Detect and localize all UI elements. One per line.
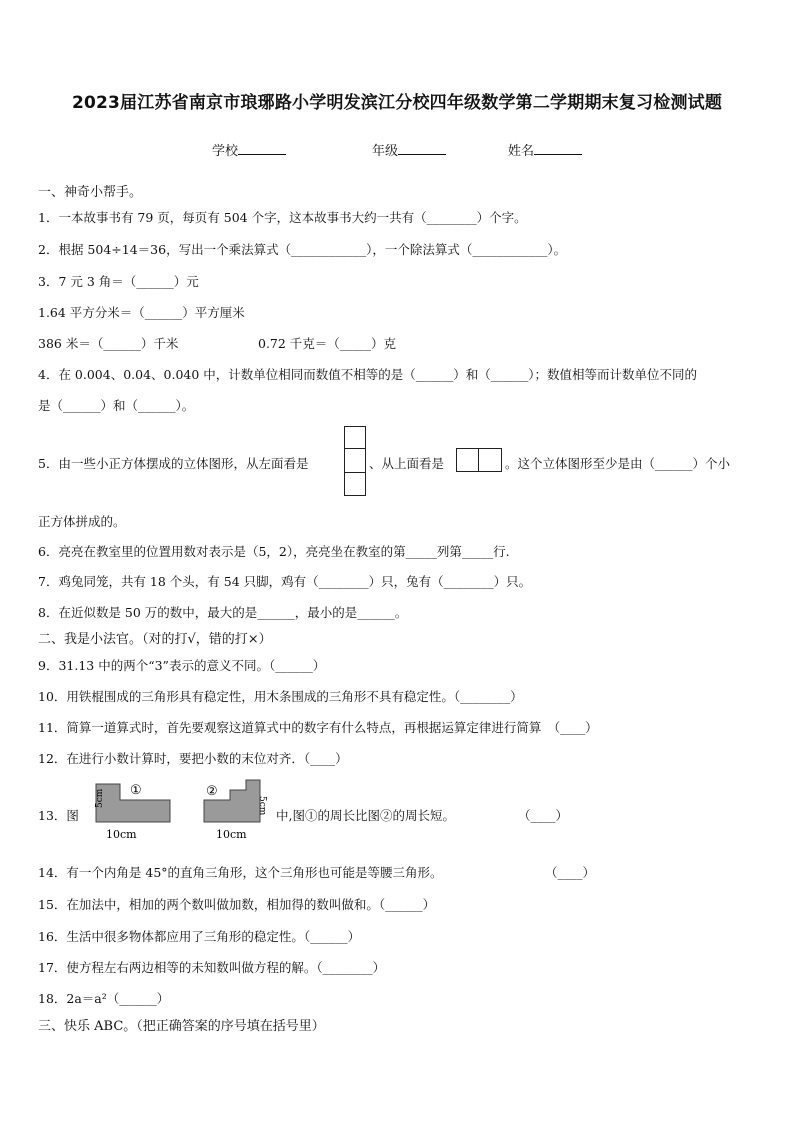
question-13-answer: （____）: [518, 808, 569, 823]
question-1: 1．一本故事书有 79 页，每页有 504 个字，这本故事书大约一共有（________）个字。: [38, 210, 527, 225]
question-3b: 1.64 平方分米＝（______）平方厘米: [38, 305, 245, 320]
figure-1-height-label: 5cm: [95, 788, 105, 808]
grade-field: [372, 140, 446, 159]
section3-heading: 三、快乐 ABC。（把正确答案的序号填在括号里）: [38, 1019, 325, 1034]
question-14-answer: （____）: [545, 865, 596, 880]
question-3a: 3．7 元 3 角＝（______）元: [38, 274, 199, 289]
question-18: 18．2a＝a²（______）: [38, 991, 170, 1006]
figure-2: [204, 780, 267, 841]
question-4a: 4．在 0.004、0.04、0.040 中，计数单位相同而数值不相等的是（______）和（______）；数值相等而计数单位不同的: [38, 367, 698, 382]
grade-blank[interactable]: [398, 142, 446, 155]
school-label: 学校: [212, 144, 239, 159]
left-view-square-middle: [344, 448, 366, 473]
name-label: 姓名: [508, 144, 535, 159]
left-view-square-bottom: [344, 472, 366, 496]
school-field: [212, 140, 286, 159]
question-6: 6．亮亮在教室里的位置用数对表示是（5，2），亮亮坐在教室的第_____列第_____行.: [38, 544, 510, 559]
question-13-text: 中,图①的周长比图②的周长短。: [276, 808, 455, 823]
question-4b: 是（______）和（______）。: [38, 398, 195, 413]
question-5-continued: 正方体拼成的。: [38, 514, 126, 529]
section2-heading: 二、我是小法官。（对的打√，错的打×）: [38, 632, 272, 647]
question-14: 14．有一个内角是 45°的直角三角形，这个三角形也可能是等腰三角形。: [38, 865, 443, 880]
page-title: 2023届江苏省南京市琅琊路小学明发滨江分校四年级数学第二学期期末复习检测试题: [71, 93, 723, 113]
figure-1-width-label: 10cm: [106, 828, 137, 841]
name-field: [508, 140, 582, 159]
figure-1: [95, 783, 170, 841]
perimeter-figures: [80, 776, 280, 846]
question-2: 2．根据 504÷14＝36，写出一个乘法算式（____________），一个除法算式（____________）。: [38, 242, 567, 257]
question-7: 7．鸡兔同笼，共有 18 个头，有 54 只脚，鸡有（________）只，兔有（________）只。: [38, 574, 532, 589]
question-5-part1: 5．由一些小正方体摆成的立体图形，从左面看是: [38, 456, 309, 471]
question-15: 15．在加法中，相加的两个数叫做加数，相加得的数叫做和。（______）: [38, 897, 436, 912]
top-view-square-left: [456, 448, 480, 472]
figure-1-number: ①: [130, 783, 142, 798]
top-view-square-right: [478, 448, 502, 472]
question-13-prefix: 13．图: [38, 808, 79, 823]
school-blank[interactable]: [238, 142, 286, 155]
question-3c: 386 米＝（______）千米: [38, 336, 179, 351]
left-view-square-top: [344, 426, 366, 449]
question-12: 12．在进行小数计算时，要把小数的末位对齐．（____）: [38, 751, 348, 766]
section1-heading: 一、神奇小帮手。: [38, 185, 143, 200]
question-8: 8．在近似数是 50 万的数中，最大的是______，最小的是______。: [38, 605, 408, 620]
question-11: 11．简算一道算式时，首先要观察这道算式中的数字有什么特点，再根据运算定律进行简算 （____）: [38, 720, 598, 735]
question-3d: 0.72 千克＝（_____）克: [258, 336, 397, 351]
figure-2-width-label: 10cm: [216, 828, 247, 841]
question-16: 16．生活中很多物体都应用了三角形的稳定性。（______）: [38, 929, 361, 944]
figure-2-height-label: 5cm: [257, 796, 267, 816]
grade-label: 年级: [372, 144, 399, 159]
figure-2-number: ②: [206, 784, 218, 799]
question-17: 17．使方程左右两边相等的未知数叫做方程的解。（________）: [38, 960, 386, 975]
question-9: 9．31.13 中的两个“3”表示的意义不同。（______）: [38, 658, 326, 673]
question-5-part2: 、从上面看是: [369, 456, 445, 471]
name-blank[interactable]: [534, 142, 582, 155]
question-10: 10．用铁棍围成的三角形具有稳定性，用木条围成的三角形不具有稳定性。（________）: [38, 689, 523, 704]
question-5-part3: 。这个立体图形至少是由（______）个小: [505, 456, 731, 471]
